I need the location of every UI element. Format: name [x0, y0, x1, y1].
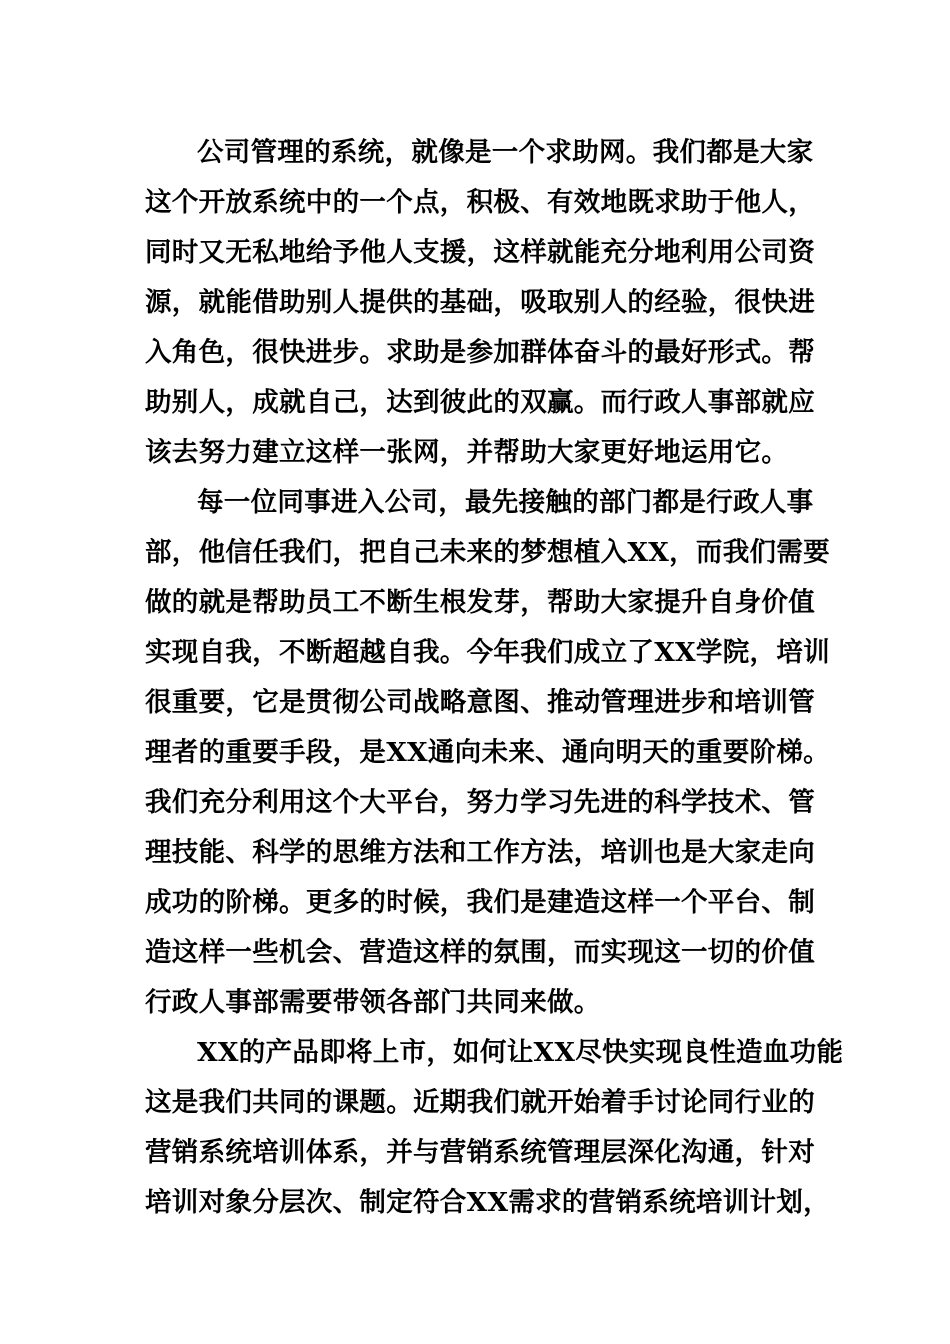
paragraph-2-line-10: 造这样一些机会、营造这样的氛围，而实现这一切的价值	[145, 937, 815, 968]
body-text	[145, 128, 844, 1228]
paragraph-1-line-3: 同时又无私地给予他人支援，这样就能充分地利用公司资	[145, 237, 815, 268]
paragraph-1-line-6: 助别人，成就自己，达到彼此的双赢。而行政人事部就应	[145, 387, 815, 418]
paragraph-2-line-2: 部，他信任我们，把自己未来的梦想植入XX，而我们需要	[145, 537, 830, 568]
paragraph-2-line-3: 做的就是帮助员工不断生根发芽，帮助大家提升自身价值	[145, 587, 815, 618]
paragraph-1-line-2: 这个开放系统中的一个点，积极、有效地既求助于他人，	[145, 187, 815, 218]
paragraph-2-line-11: 行政人事部需要带领各部门共同来做。	[145, 987, 601, 1018]
paragraph-1-line-7: 该去努力建立这样一张网，并帮助大家更好地运用它。	[145, 437, 789, 468]
paragraph-2-line-8: 理技能、科学的思维方法和工作方法，培训也是大家走向	[145, 837, 815, 868]
paragraph-1-line-4: 源，就能借助别人提供的基础，吸取别人的经验，很快进	[145, 287, 815, 318]
paragraph-2-line-4: 实现自我，不断超越自我。今年我们成立了XX学院，培训	[145, 637, 830, 668]
paragraph-3-line-2: 这是我们共同的课题。近期我们就开始着手讨论同行业的	[145, 1087, 815, 1118]
paragraph-3-line-4: 培训对象分层次、制定符合XX需求的营销系统培训计划，	[145, 1187, 830, 1218]
paragraph-2-line-6: 理者的重要手段，是XX通向未来、通向明天的重要阶梯。	[145, 737, 830, 768]
paragraph-2-line-9: 成功的阶梯。更多的时候，我们是建造这样一个平台、制	[145, 887, 815, 918]
paragraph-1-line-1: 公司管理的系统，就像是一个求助网。我们都是大家	[197, 137, 814, 168]
paragraph-3-line-1: XX的产品即将上市，如何让XX尽快实现良性造血功能	[197, 1037, 844, 1068]
paragraph-1-line-5: 入角色，很快进步。求助是参加群体奋斗的最好形式。帮	[145, 337, 815, 368]
paragraph-2-line-7: 我们充分利用这个大平台，努力学习先进的科学技术、管	[145, 787, 815, 818]
paragraph-2-line-5: 很重要，它是贯彻公司战略意图、推动管理进步和培训管	[145, 687, 815, 718]
paragraph-3-line-3: 营销系统培训体系，并与营销系统管理层深化沟通，针对	[145, 1137, 815, 1168]
paragraph-2-line-1: 每一位同事进入公司，最先接触的部门都是行政人事	[197, 487, 814, 518]
